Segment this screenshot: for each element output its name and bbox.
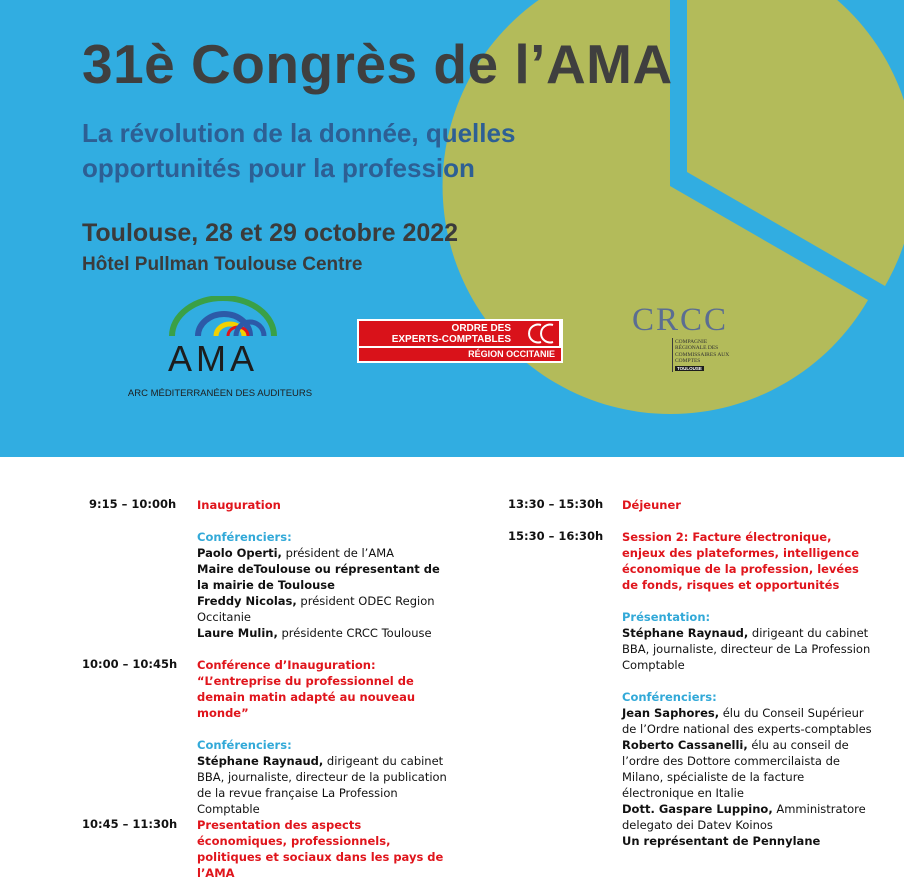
session-time: 10:00 – 10:45h (82, 657, 178, 671)
crcc-logo-name: CRCC (632, 302, 729, 338)
session-block (197, 657, 447, 817)
oec-logo (357, 319, 563, 363)
speaker-entry: Jean Saphores, élu du Conseil Supérieur de l’Ordre national des experts-comptables (622, 706, 872, 736)
session-time: 13:30 – 15:30h (508, 497, 604, 511)
speaker-entry: Stéphane Raynaud, dirigeant du cabinet BBA, journaliste, directeur de la publication de la revue française La Profession Comptable (197, 754, 447, 816)
event-date: Toulouse, 28 et 29 octobre 2022 (82, 219, 459, 247)
speaker-entry: Roberto Cassanelli, élu au conseil de l’ordre des Dottore commercilaista de Milano, spécialiste de la facture électronique en Italie (622, 738, 849, 800)
session-title: Déjeuner (622, 498, 681, 512)
crcc-logo-caption: COMPAGNIE RÉGIONALE DES COMMISSAIRES AUX COMPTES (675, 339, 730, 364)
oec-region: RÉGION OCCITANIE (468, 349, 555, 359)
crcc-logo (628, 302, 768, 374)
session-block (197, 497, 447, 641)
session-time: 9:15 – 10:00h (89, 497, 177, 511)
oec-emblem-icon (513, 321, 559, 346)
speaker-entry: Stéphane Raynaud, dirigeant du cabinet BBA, journaliste, directeur de La Profession Comptable (622, 626, 871, 672)
speaker-entry: Dott. Gaspare Luppino, Amministratore delegato dei Datev Koinos (622, 802, 866, 832)
session-title: Session 2: Facture électronique, enjeux des plateformes, intelligence économique de la profession, levées de fonds, risques et opportunités (622, 530, 860, 592)
speaker-entry: Freddy Nicolas, président ODEC Region Occitanie (197, 594, 435, 624)
page-title: 31è Congrès de l’AMA (82, 33, 673, 95)
session-title: Presentation des aspects économiques, professionnels, politiques et sociaux dans les pays de l’AMA (197, 818, 444, 880)
speakers-label: Conférenciers: (622, 690, 717, 704)
oec-line1: ORDRE DES (451, 323, 511, 334)
ama-arc-icon (168, 296, 278, 338)
speaker-entry: Maire deToulouse ou répresentant de la mairie de Toulouse (197, 562, 440, 592)
oec-line2: EXPERTS-COMPTABLES (391, 334, 511, 345)
page-subtitle: La révolution de la donnée, quelles opportunités pour la profession (82, 118, 516, 183)
session-time: 10:45 – 11:30h (82, 817, 178, 831)
ama-logo-caption: ARC MÉDITERRANÉEN DES AUDITEURS (127, 388, 313, 399)
session-title: Conférence d’Inauguration: “L’entreprise du professionnel de demain matin adapté au nouveau monde” (197, 658, 416, 720)
speakers-label: Conférenciers: (197, 530, 292, 544)
session-title: Inauguration (197, 498, 281, 512)
ama-logo (120, 296, 320, 406)
speaker-entry: Un représentant de Pennylane (622, 834, 821, 848)
session-block (622, 529, 872, 849)
session-block (197, 817, 447, 881)
presentation-label: Présentation: (622, 610, 711, 624)
speakers-label: Conférenciers: (197, 738, 292, 752)
session-time: 15:30 – 16:30h (508, 529, 604, 543)
ama-logo-name: AMA (168, 338, 259, 379)
speaker-entry: Paolo Operti, président de l’AMA (197, 546, 394, 560)
event-venue: Hôtel Pullman Toulouse Centre (82, 254, 363, 275)
session-block (622, 497, 872, 513)
crcc-logo-tag: TOULOUSE (677, 366, 702, 371)
speaker-entry: Laure Mulin, présidente CRCC Toulouse (197, 626, 432, 640)
